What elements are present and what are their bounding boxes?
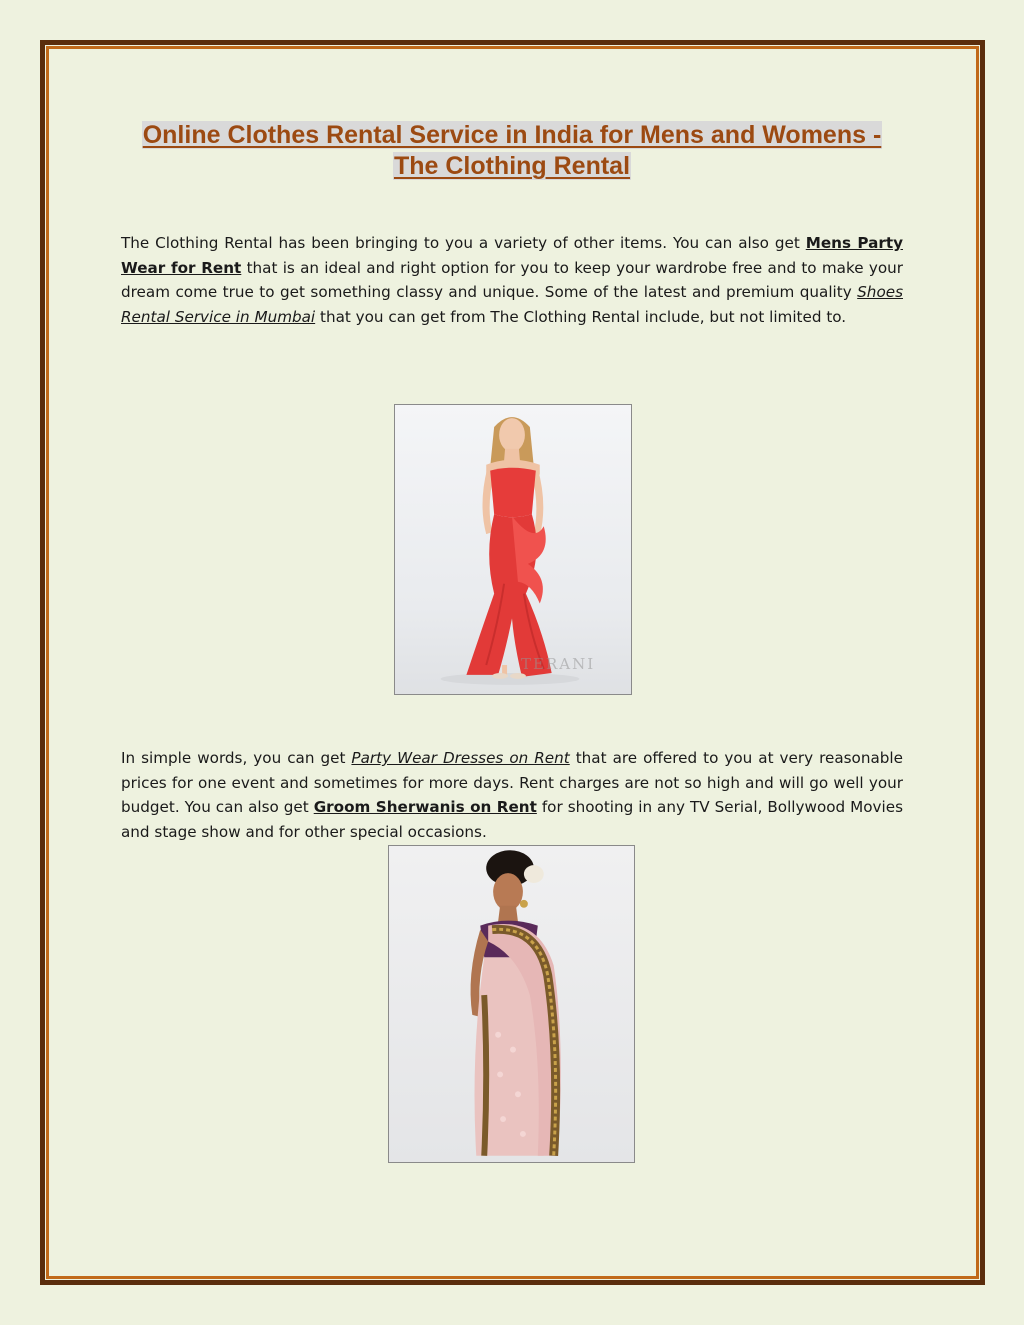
second-text-c: for shooting in any TV Serial, Bollywood Movies and stage show and for other special occasions.	[121, 798, 903, 841]
second-paragraph	[121, 746, 903, 844]
groom-sherwanis-link[interactable]: Groom Sherwanis on Rent	[313, 798, 537, 816]
second-text-b: that are offered to you at very reasonable prices for one event and sometimes for more days. Rent charges are not so high and will go well your budget. You can also get	[121, 749, 903, 816]
intro-text-b: that is an ideal and right option for you to keep your wardrobe free and to make your dream come true to get something classy and unique. Some of the latest and premium quality	[121, 258, 903, 301]
document-title	[120, 120, 904, 182]
saree-illustration	[389, 846, 634, 1162]
photo-watermark: TERANI	[521, 655, 596, 673]
party-wear-dresses-link[interactable]: Party Wear Dresses on Rent	[351, 749, 570, 767]
intro-paragraph	[121, 231, 903, 329]
red-gown-illustration	[395, 405, 631, 694]
second-text-a: In simple words, you can get	[121, 749, 352, 767]
intro-text-a: The Clothing Rental has been bringing to you a variety of other items. You can also get	[121, 234, 806, 252]
shoes-rental-link[interactable]: Shoes Rental Service in Mumbai	[121, 283, 903, 326]
intro-text-c: that you can get from The Clothing Rental include, but not limited to.	[315, 307, 847, 326]
mens-party-wear-link[interactable]: Mens Party Wear for Rent	[121, 234, 903, 277]
saree-photo	[388, 845, 635, 1163]
red-gown-photo	[394, 404, 632, 695]
document-title-text: Online Clothes Rental Service in India for Mens and Womens - The Clothing Rental	[142, 121, 882, 180]
